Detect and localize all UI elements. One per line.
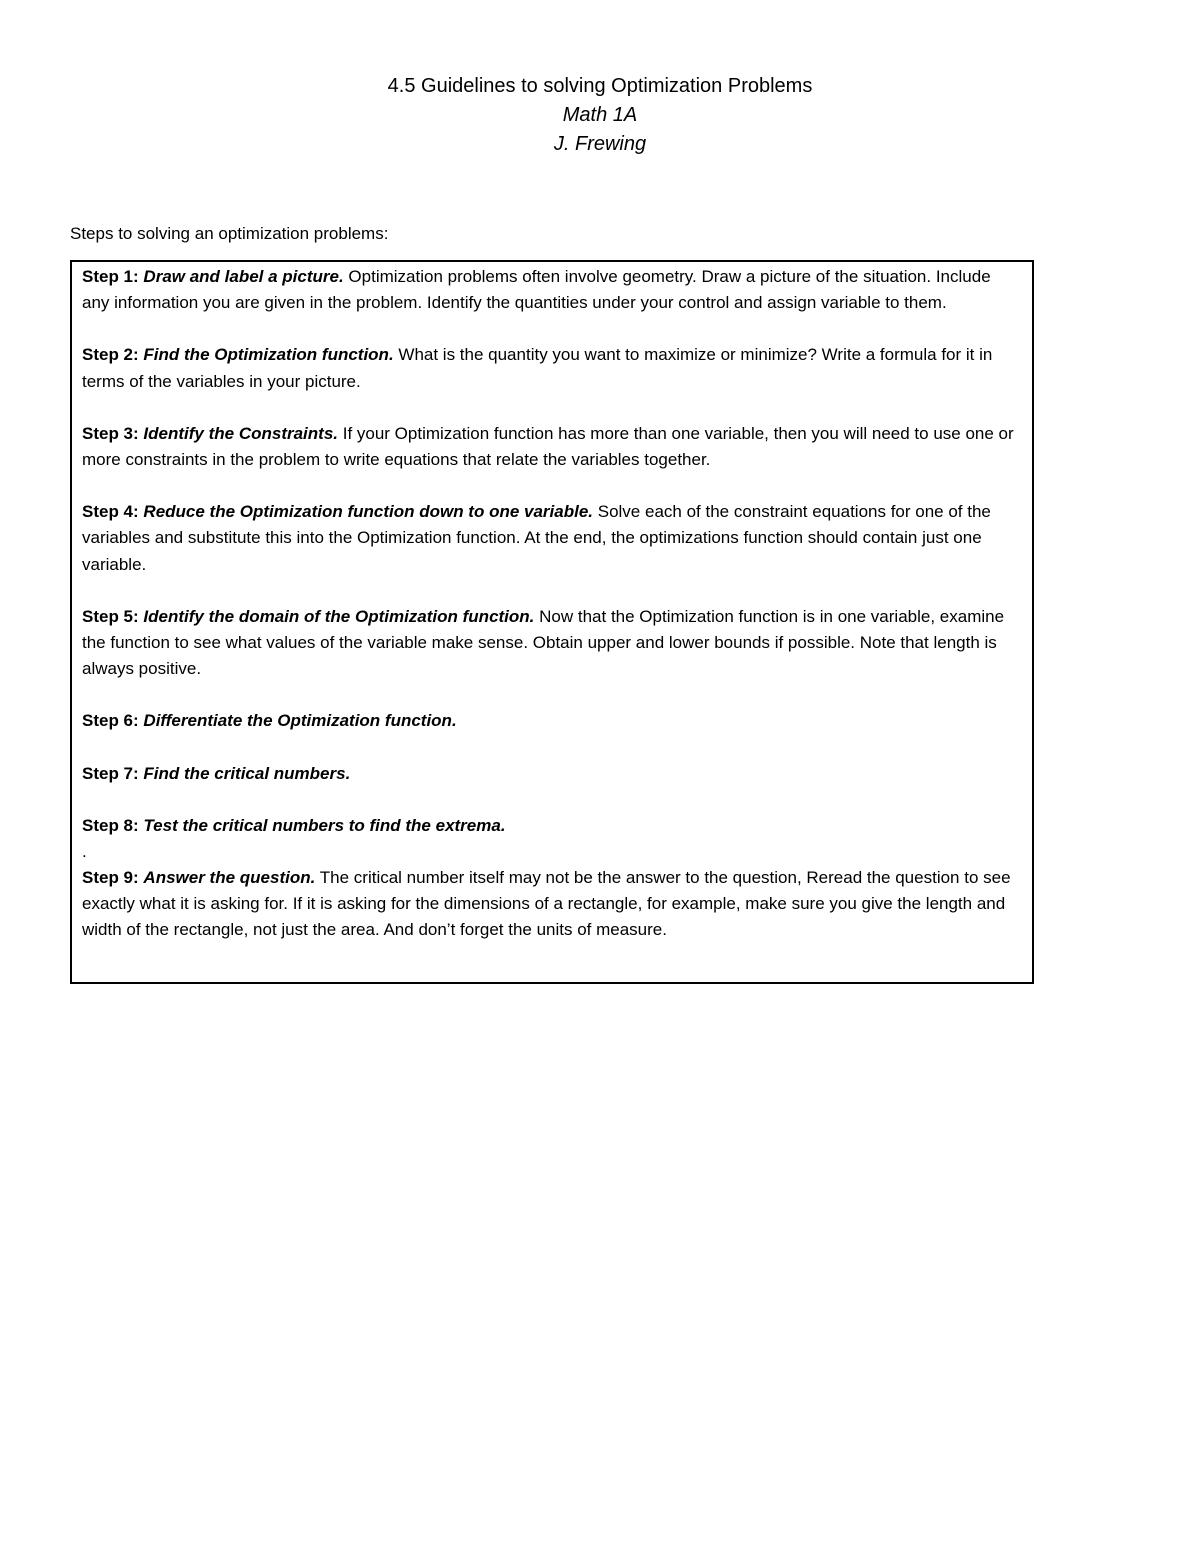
- step-5: [82, 604, 1022, 683]
- course-name: Math 1A: [562, 104, 638, 126]
- steps-box: [70, 260, 1034, 984]
- intro-text: Steps to solving an optimization problems:: [70, 224, 389, 243]
- step-label: Step 5:: [82, 606, 139, 626]
- step-body: Optimization problems often involve geometry. Draw a picture of the situation. Include any information you are given in the problem. Identify the quantities under your control and assign variable to them.: [82, 267, 991, 313]
- step-heading: Find the Optimization function.: [143, 345, 394, 365]
- step-heading: Test the critical numbers to find the extrema.: [143, 815, 506, 835]
- step-body: Solve each of the constraint equations for one of the variables and substitute this into the Optimization function. At the end, the optimizations function should contain just one variable.: [82, 502, 991, 574]
- step-3: [82, 421, 1022, 473]
- separator-dot: .: [82, 842, 87, 862]
- step-1: [82, 264, 1022, 316]
- step-heading: Find the critical numbers.: [143, 763, 351, 783]
- document-header: [0, 72, 1200, 159]
- step-heading: Reduce the Optimization function down to one variable.: [143, 502, 594, 522]
- step-body: Now that the Optimization function is in one variable, examine the function to see what values of the variable make sense. Obtain upper and lower bounds if possible. Note that length is always positive.: [82, 606, 1005, 679]
- step-label: Step 3:: [82, 423, 139, 443]
- author-name: J. Frewing: [553, 133, 647, 155]
- step-label: Step 1:: [82, 267, 139, 286]
- step-body: If your Optimization function has more than one variable, then you will need to use one or more constraints in the problem to write equations that relate the variables together.: [82, 423, 1014, 470]
- step-label: Step 2:: [82, 345, 139, 365]
- step-6: [82, 708, 1022, 734]
- step-4: [82, 499, 1022, 578]
- step-label: Step 8:: [82, 815, 139, 835]
- step-heading: Answer the question.: [143, 868, 316, 888]
- step-8: [82, 813, 1022, 839]
- step-heading: Identify the Constraints.: [143, 423, 338, 443]
- step-heading: Differentiate the Optimization function.: [143, 711, 457, 731]
- step-2: [82, 342, 1022, 394]
- step-body: What is the quantity you want to maximize or minimize? Write a formula for it in terms of the variables in your picture.: [82, 345, 993, 391]
- document-title: 4.5 Guidelines to solving Optimization Problems: [387, 75, 813, 97]
- step-label: Step 4:: [82, 502, 139, 522]
- step-9: [82, 865, 1022, 944]
- step-body: The critical number itself may not be the answer to the question, Reread the question to see exactly what it is asking for. If it is asking for the dimensions of a rectangle, for example, make sure you give the length and width of the rectangle, not just the area. And don’t forget the units of measure.: [82, 868, 1011, 940]
- step-7: [82, 761, 1022, 787]
- step-label: Step 9:: [82, 868, 139, 888]
- step-heading: Identify the domain of the Optimization function.: [143, 606, 535, 626]
- step-label: Step 6:: [82, 711, 139, 731]
- step-heading: Draw and label a picture.: [143, 267, 344, 286]
- step-label: Step 7:: [82, 763, 139, 783]
